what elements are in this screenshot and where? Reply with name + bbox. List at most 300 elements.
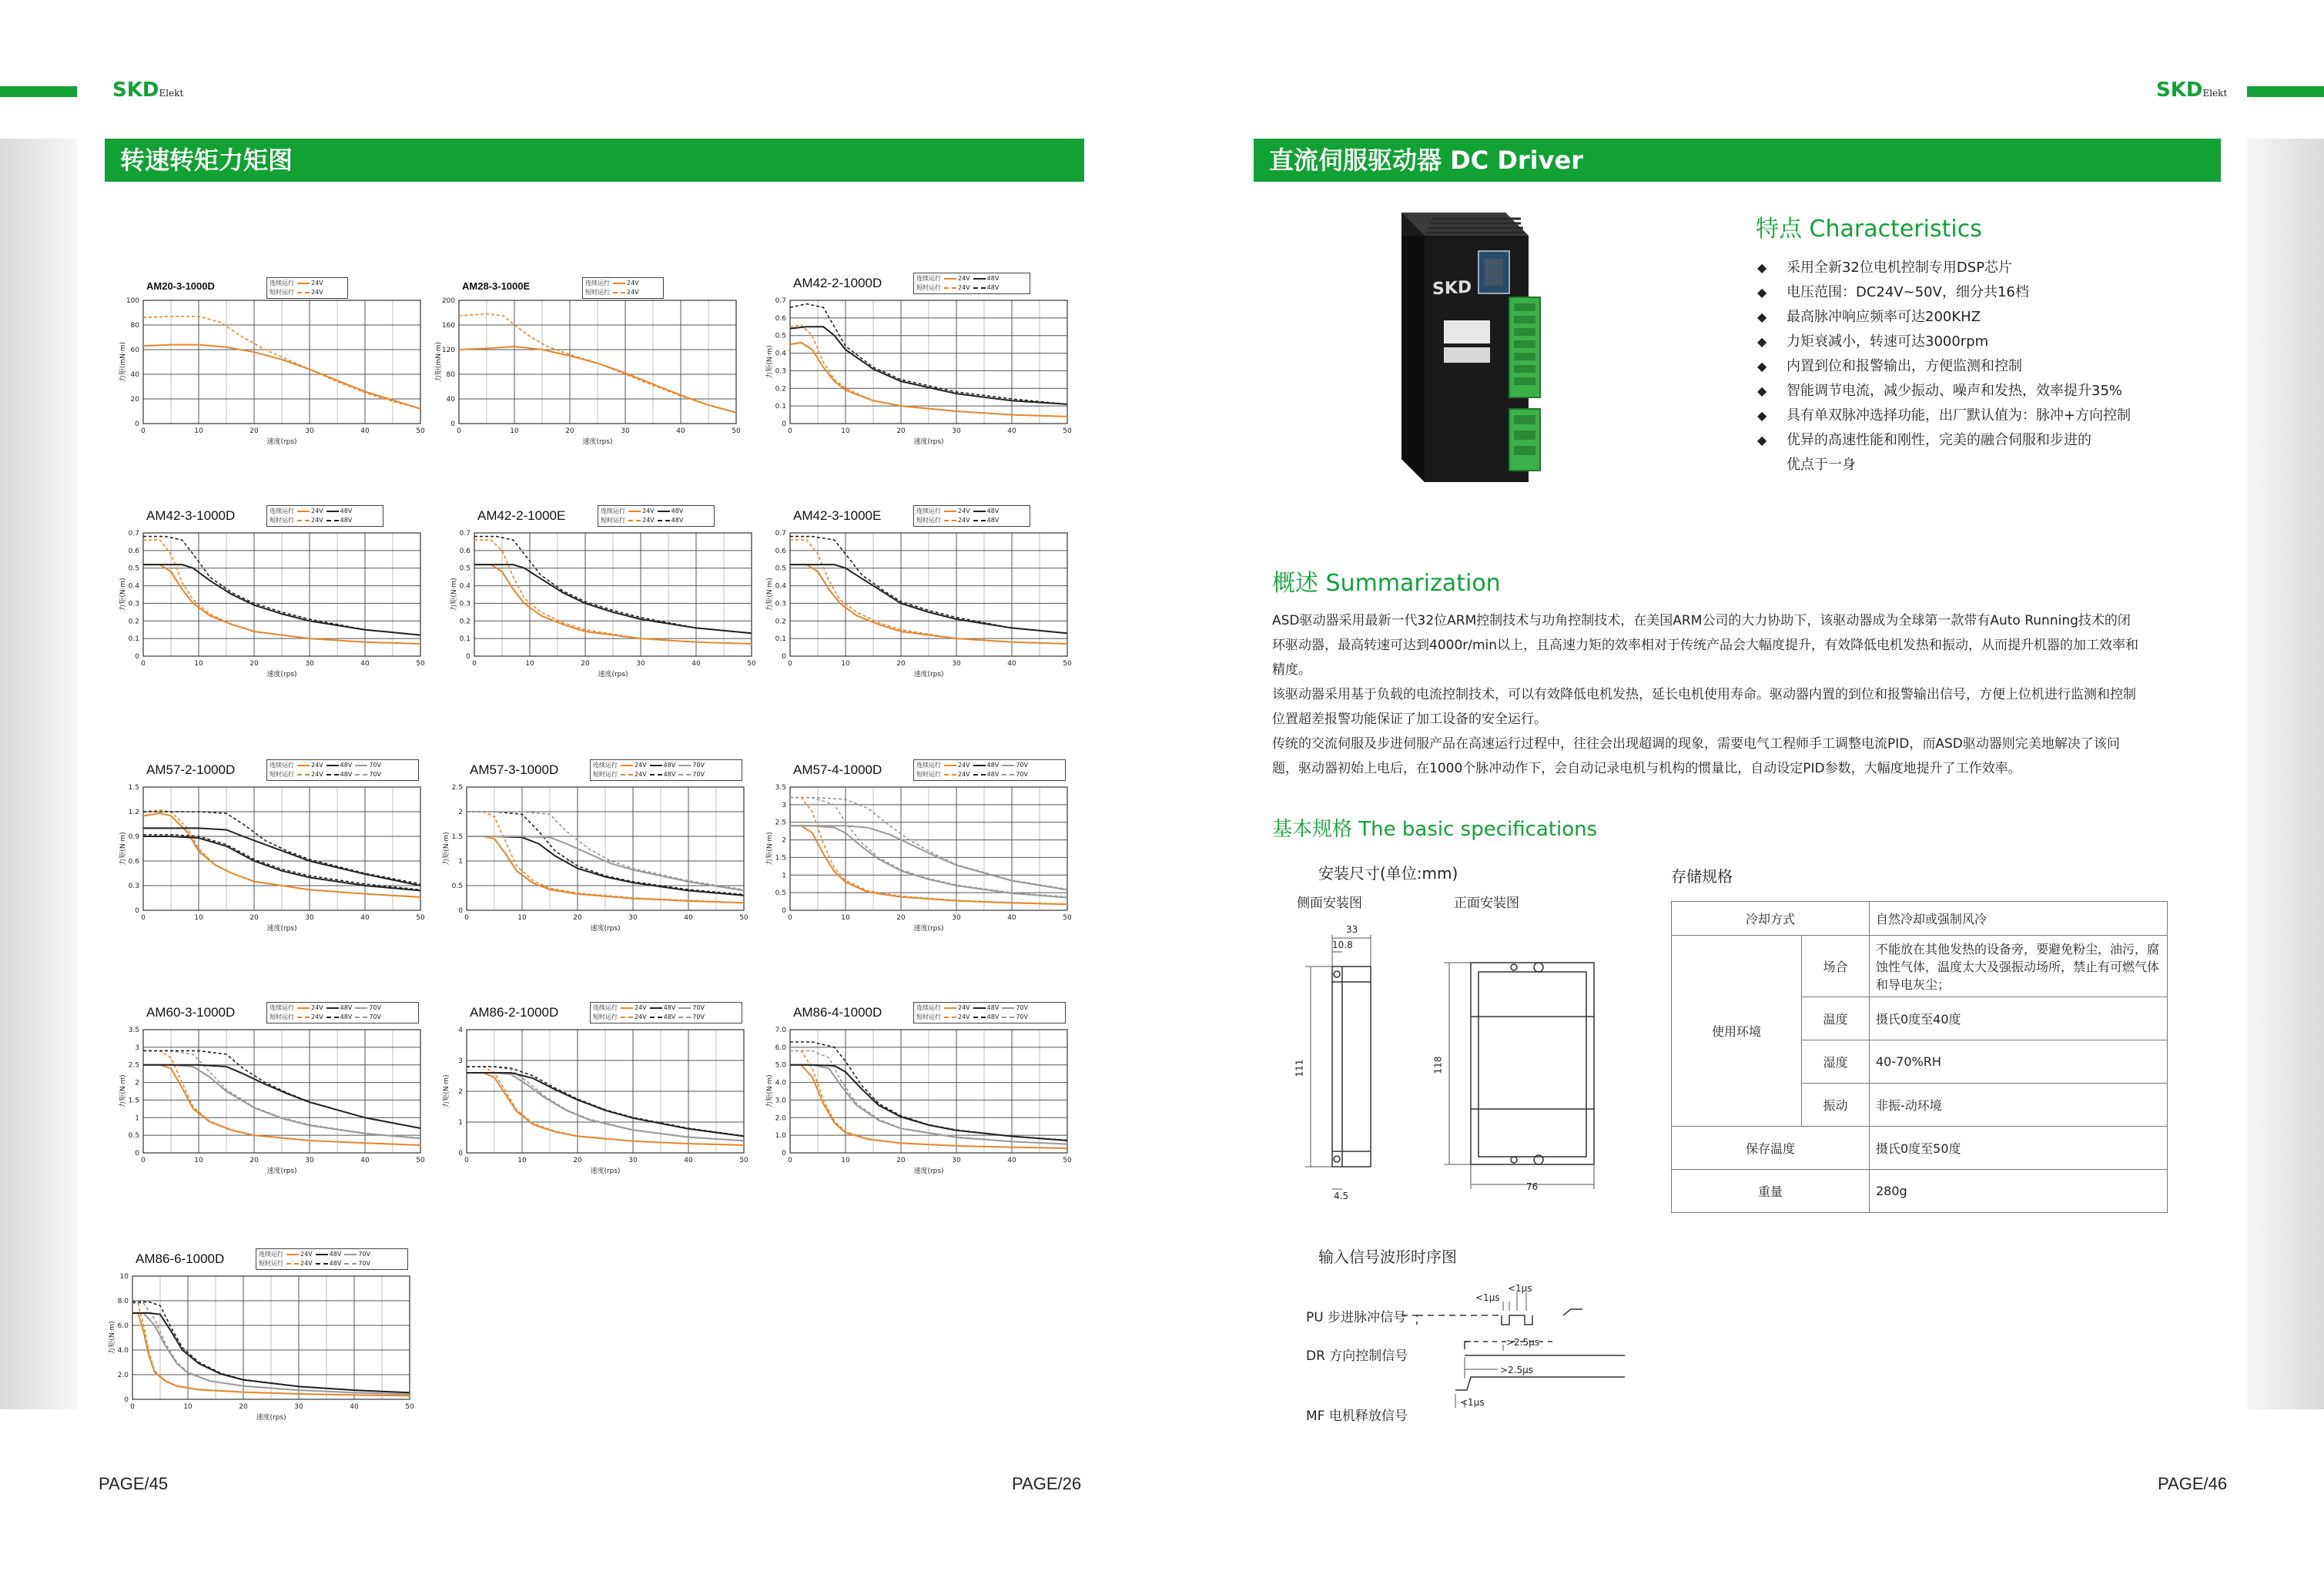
x-tick-label: 40 [360,427,370,435]
y-tick-label: 2.5 [775,819,786,827]
timing-pu-label: PU 步进脉冲信号 [1306,1310,1407,1325]
chart-am42-3-1000e [762,508,1077,687]
x-tick-label: 20 [249,427,259,435]
diamond-bullet-icon: ◆ [1757,359,1767,374]
dim-height-front: 118 [1432,1056,1444,1074]
legend-swatch [621,765,633,766]
legend-voltage: 70V [692,762,705,769]
legend-swatch [326,511,339,512]
legend-voltage: 48V [986,517,1000,524]
y-tick-label: 0.5 [775,889,786,898]
legend-voltage: 70V [692,771,705,778]
y-axis-label: 力矩(N·m) [766,345,774,379]
x-tick-label: 30 [621,427,630,435]
x-axis-label: 速度(rps) [590,1168,621,1175]
x-tick-label: 50 [405,1403,414,1411]
legend-row-cont [593,1003,705,1012]
chart-legend [913,273,1030,294]
legend-row-short [593,770,705,779]
legend-mode-label: 连续运行 [916,1004,941,1011]
legend-voltage: 48V [671,508,684,514]
legend-entry [658,508,684,514]
legend-swatch [944,520,956,521]
legend-entry [297,280,323,286]
y-tick-label: 0 [458,1150,463,1157]
legend-swatch [326,520,339,521]
chart-title: AM42-3-1000D [146,508,236,523]
y-tick-label: 3 [135,1044,139,1052]
legend-voltage: 24V [958,762,970,769]
x-tick-label: 40 [360,660,370,668]
y-tick-label: 0.9 [128,833,139,841]
legend-voltage: 48V [986,275,1000,282]
legend-entry [355,1004,381,1011]
y-axis-label: 力矩(N·m) [119,1074,127,1108]
y-tick-label: 0 [450,420,455,428]
legend-entry [678,762,705,769]
x-tick-label: 30 [305,660,314,668]
legend-entry [355,762,381,769]
x-tick-label: 0 [464,914,469,922]
legend-swatch [1002,1017,1014,1018]
vib-value: 非振-动环境 [1870,1084,2168,1127]
chart-am86-6-1000d [105,1251,419,1430]
legend-voltage: 24V [958,508,970,514]
brand-logo-left: SKDElekt [112,79,184,102]
legend-entry [944,771,970,778]
legend-mode-label: 短时运行 [916,1013,941,1020]
page-number-center: PAGE/26 [1012,1474,1082,1493]
y-tick-label: 0 [135,1150,139,1157]
legend-entry [973,284,1000,291]
legend-voltage: 70V [369,1004,381,1011]
legend-entry [326,1004,353,1011]
brand-logo-right: SKDElekt [2156,79,2228,102]
chart-svg [105,1251,419,1430]
x-axis-label: 速度(rps) [913,925,944,933]
chart-am57-4-1000d [762,762,1077,941]
legend-entry [326,771,353,778]
y-tick-label: 20 [130,396,139,404]
cooling-label: 冷却方式 [1672,902,1870,936]
legend-entry [326,517,353,524]
y-tick-label: 0.6 [459,547,470,555]
chart-legend [266,277,348,299]
legend-entry [613,280,639,286]
legend-voltage: 48V [986,771,1000,778]
chart-am86-2-1000d [439,1005,753,1184]
x-tick-label: 30 [305,427,314,435]
legend-mode-label: 短时运行 [916,771,941,778]
legend-swatch [297,1007,310,1009]
characteristic-text: 最高脉冲响应频率可达200KHZ [1787,309,1981,325]
x-tick-label: 20 [239,1403,248,1411]
x-tick-label: 10 [841,427,850,435]
legend-swatch [678,1017,691,1018]
legend-swatch [297,765,310,766]
y-tick-label: 0.3 [775,367,786,376]
diamond-bullet-icon: ◆ [1757,285,1767,300]
legend-row-cont [270,761,381,769]
legend-swatch [678,774,691,776]
y-axis-label: 力矩(N·m) [766,578,774,611]
x-tick-label: 0 [141,914,146,922]
y-tick-label: 1.5 [128,784,139,792]
legend-swatch [650,1017,662,1018]
legend-mode-label: 连续运行 [270,280,294,286]
legend-voltage: 48V [986,1013,1000,1020]
legend-mode-label: 连续运行 [259,1251,283,1258]
y-tick-label: 0.7 [775,530,786,538]
characteristic-text: 具有单双脉冲选择功能，出厂默认值为：脉冲+方向控制 [1787,407,2131,424]
legend-swatch [326,765,339,766]
legend-mode-label: 短时运行 [601,517,625,524]
legend-mode-label: 短时运行 [916,284,941,291]
legend-entry [628,508,655,514]
legend-voltage: 70V [369,1013,381,1020]
y-tick-label: 0.4 [775,582,786,591]
legend-voltage: 24V [311,517,323,524]
legend-swatch [355,1017,367,1018]
legend-swatch [944,278,956,280]
legend-swatch [650,1007,662,1009]
characteristic-text: 优异的高速性能和刚性，完美的融合伺服和步进的 [1787,432,2091,448]
x-tick-label: 10 [517,1157,527,1164]
legend-swatch [944,1007,956,1009]
x-tick-label: 30 [305,914,314,922]
y-tick-label: 0 [124,1396,129,1404]
legend-voltage: 24V [311,762,323,769]
x-tick-label: 20 [249,660,259,668]
legend-swatch [628,511,641,512]
legend-swatch [1002,774,1014,776]
chart-svg [762,276,1077,454]
legend-voltage: 48V [663,762,676,769]
x-axis-label: 速度(rps) [266,1168,297,1175]
chart-legend [266,505,383,527]
legend-entry [621,1013,647,1020]
diamond-bullet-icon: ◆ [1757,260,1767,275]
y-tick-label: 1.5 [128,1097,139,1105]
y-tick-label: 1 [458,1119,463,1127]
chart-am57-3-1000d [439,762,753,941]
legend-voltage: 48V [340,1004,353,1011]
y-tick-label: 1 [782,872,786,880]
legend-swatch [621,774,633,776]
humid-label: 湿度 [1801,1040,1869,1084]
legend-row-cont [270,507,352,515]
diamond-bullet-icon: ◆ [1757,408,1767,423]
x-tick-label: 40 [360,1157,370,1164]
legend-entry [973,517,1000,524]
legend-voltage: 70V [369,771,381,778]
dims-title: 安装尺寸(单位:mm) [1318,864,1458,883]
x-tick-label: 50 [1063,1157,1072,1164]
legend-mode-label: 短时运行 [916,517,941,524]
legend-voltage: 48V [986,762,1000,769]
legend-row-short [593,1013,705,1021]
y-tick-label: 0.4 [459,582,470,591]
characteristic-text: 采用全新32位电机控制专用DSP芯片 [1787,260,2013,276]
x-tick-label: 10 [194,1157,203,1164]
y-tick-label: 4.0 [117,1347,129,1355]
legend-voltage: 24V [958,284,970,291]
x-tick-label: 10 [194,660,203,668]
chart-legend [913,505,1030,527]
legend-swatch [297,292,310,293]
legend-swatch [297,774,310,776]
legend-swatch [613,292,625,293]
legend-voltage: 70V [1016,1013,1028,1020]
y-axis-label: 力矩(N·m) [119,578,127,611]
x-tick-label: 20 [573,914,582,922]
legend-voltage: 70V [692,1013,705,1020]
characteristics-list [1756,256,2187,477]
x-tick-label: 20 [896,660,906,668]
legend-swatch [326,1017,339,1018]
x-tick-label: 10 [841,914,850,922]
legend-row-short [270,516,352,524]
summary-paragraph: 传统的交流伺服及步进伺服产品在高速运行过程中，往往会出现超调的现象，需要电气工程师手工调整电流PID，而ASD驱动器则完美地解决了该问题，驱动器初始上电后，在1000个脉冲动作下，会自动记录电机与机构的惯量比，自动设定PID参数，大幅度地提升了工作效率。 [1272,736,2120,776]
y-tick-label: 6.0 [775,1044,786,1052]
legend-row-short [270,288,323,296]
legend-entry [344,1251,370,1258]
y-tick-label: 0.4 [128,582,139,591]
x-tick-label: 20 [896,1157,906,1164]
timing-t5: <1μs [1460,1397,1485,1408]
legend-swatch [355,774,367,776]
chart-am57-2-1000d [116,762,430,941]
legend-voltage: 24V [311,771,323,778]
chart-title: AM42-2-1000E [477,508,566,523]
legend-voltage: 24V [642,508,655,514]
cooling-value: 自然冷却或强制风冷 [1870,902,2168,936]
y-tick-label: 0 [135,420,139,428]
x-tick-label: 40 [1007,427,1016,435]
legend-voltage: 24V [958,1013,970,1020]
y-tick-label: 0.7 [459,530,470,538]
x-tick-label: 40 [1007,914,1016,922]
y-tick-label: 2 [782,836,786,845]
chart-legend [598,505,715,527]
timing-title: 输入信号波形时序图 [1318,1248,1457,1266]
temp-label: 温度 [1801,997,1869,1040]
x-tick-label: 50 [1063,914,1072,922]
legend-swatch [973,765,986,766]
x-tick-label: 40 [350,1403,359,1411]
y-tick-label: 2 [458,1088,463,1096]
legend-entry [286,1260,313,1267]
x-axis-label: 速度(rps) [598,671,628,678]
legend-swatch [355,1007,367,1009]
legend-swatch [678,1007,691,1009]
y-tick-label: 10 [119,1273,129,1281]
specs-title: 基本规格 The basic specifications [1272,818,1598,841]
legend-mode-label: 短时运行 [593,771,618,778]
y-tick-label: 0.4 [775,350,786,358]
y-tick-label: 0.7 [775,297,786,305]
timing-t4: >2.5μs [1500,1365,1534,1375]
legend-entry [326,1013,353,1020]
y-tick-label: 0 [782,907,786,915]
y-tick-label: 6.0 [117,1322,129,1330]
x-tick-label: 30 [952,660,961,668]
legend-entry [944,517,970,524]
chart-legend [913,759,1066,781]
legend-entry [355,1013,381,1020]
legend-swatch [1002,1007,1014,1009]
y-tick-label: 0.3 [128,883,139,890]
legend-voltage: 24V [635,1013,647,1020]
chart-title: AM57-3-1000D [470,762,559,777]
legend-row-short [259,1259,370,1268]
x-tick-label: 30 [952,427,961,435]
legend-swatch [973,520,986,521]
y-tick-label: 2.0 [117,1372,129,1379]
x-tick-label: 50 [732,427,741,435]
diamond-bullet-icon: ◆ [1757,310,1767,324]
legend-row-short [585,288,639,296]
legend-entry [1002,771,1028,778]
store-temp-value: 摄氏0度至50度 [1870,1127,2168,1170]
x-tick-label: 10 [841,660,850,668]
y-tick-label: 0.6 [128,547,139,555]
chart-title: AM42-2-1000D [793,276,882,290]
dimension-drawing [1286,924,1632,1209]
y-tick-label: 80 [130,322,139,330]
y-tick-label: 0.6 [775,314,786,323]
legend-voltage: 48V [663,1004,676,1011]
legend-entry [628,517,655,524]
legend-entry [326,508,353,514]
legend-swatch [678,765,691,766]
legend-voltage: 24V [300,1251,313,1258]
weight-value: 280g [1870,1170,2168,1213]
legend-row-short [601,516,683,524]
legend-voltage: 24V [311,1004,323,1011]
legend-entry [297,1004,323,1011]
legend-entry [650,1004,676,1011]
y-tick-label: 120 [441,347,455,354]
diamond-bullet-icon: ◆ [1757,433,1767,447]
x-tick-label: 40 [684,914,693,922]
x-axis-label: 速度(rps) [256,1414,286,1422]
y-tick-label: 40 [446,396,455,404]
chart-title: AM42-3-1000E [793,508,882,523]
legend-entry [1002,762,1028,769]
legend-mode-label: 连续运行 [593,1004,618,1011]
x-tick-label: 40 [676,427,685,435]
y-tick-label: 0.3 [459,600,470,608]
x-axis-label: 速度(rps) [913,1168,944,1175]
legend-swatch [316,1254,328,1255]
top-accent-bar-left [0,86,77,97]
legend-voltage: 24V [635,762,647,769]
legend-row-cont [270,279,323,287]
x-tick-label: 0 [472,660,477,668]
x-tick-label: 30 [636,660,645,668]
legend-swatch [658,511,670,512]
legend-entry [316,1251,342,1258]
y-tick-label: 0.5 [128,565,139,573]
dim-bottom-side: 4.5 [1334,1191,1349,1201]
chart-legend [256,1248,408,1270]
legend-voltage: 24V [627,289,639,296]
legend-entry [650,762,676,769]
legend-mode-label: 连续运行 [916,508,941,514]
characteristic-item [1756,354,2187,379]
legend-row-short [270,1013,381,1021]
chart-title: AM60-3-1000D [146,1005,236,1020]
x-tick-label: 30 [305,1157,314,1164]
legend-entry [944,1013,970,1020]
chart-title: AM28-3-1000E [462,280,531,292]
y-tick-label: 40 [130,371,139,379]
chart-legend [582,277,664,299]
x-tick-label: 30 [952,914,961,922]
legend-mode-label: 连续运行 [916,275,941,282]
characteristic-item [1756,330,2187,354]
timing-t3: >2.5μs [1506,1337,1540,1348]
legend-swatch [973,1017,986,1018]
legend-row-short [916,516,999,524]
characteristic-item [1756,305,2187,330]
chart-svg [116,276,430,454]
y-tick-label: 0.1 [128,635,139,644]
y-tick-label: 1 [458,858,463,866]
y-tick-label: 0.3 [128,600,139,608]
legend-entry [973,771,1000,778]
y-tick-label: 2.0 [775,1114,786,1123]
legend-entry [613,289,639,296]
chart-am42-2-1000e [447,508,761,687]
x-axis-label: 速度(rps) [266,925,297,933]
legend-entry [973,1013,1000,1020]
dim-width-top: 33 [1346,924,1358,935]
legend-swatch [286,1263,299,1265]
storage-spec-table [1671,901,2168,1213]
chart-title: AM86-4-1000D [793,1005,882,1020]
y-axis-label: 力矩(N·m) [450,578,458,611]
summary-text [1272,608,2142,781]
x-tick-label: 0 [464,1157,469,1164]
legend-swatch [944,1017,956,1018]
legend-voltage: 48V [340,771,353,778]
x-axis-label: 速度(rps) [266,438,297,446]
legend-entry [297,289,323,296]
y-tick-label: 0.2 [459,618,470,626]
legend-swatch [316,1263,328,1265]
legend-swatch [973,278,986,280]
legend-row-cont [916,274,999,283]
legend-mode-label: 连续运行 [585,280,610,286]
y-tick-label: 0.2 [775,385,786,394]
x-tick-label: 50 [1063,660,1072,668]
top-accent-bar-right [2247,86,2324,97]
x-tick-label: 50 [747,660,756,668]
y-tick-label: 0 [458,907,463,915]
legend-swatch [650,765,662,766]
legend-swatch [1002,765,1014,766]
legend-voltage: 70V [1016,762,1028,769]
section-title-dc-driver: 直流伺服驱动器 DC Driver [1254,139,2221,182]
x-tick-label: 20 [249,914,259,922]
legend-row-short [916,283,999,292]
y-tick-label: 0.3 [775,600,786,608]
timing-mf-label: MF 电机释放信号 [1306,1409,1408,1424]
legend-entry [944,275,970,282]
y-axis-label: 力矩(N·m) [443,1074,450,1108]
